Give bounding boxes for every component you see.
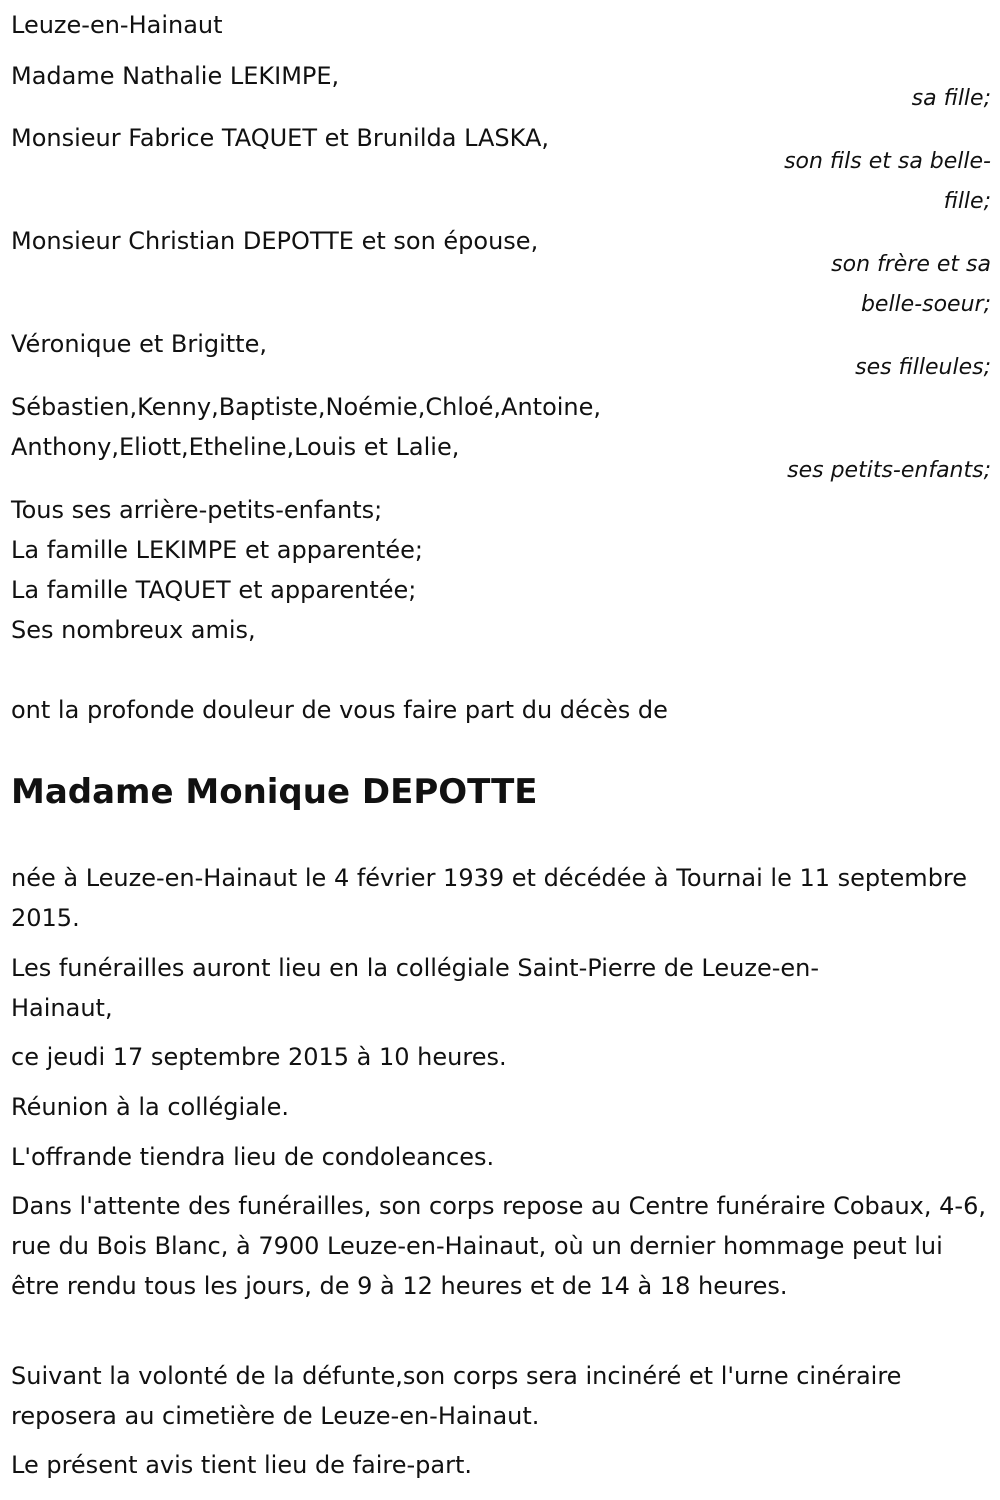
meeting-paragraph: Réunion à la collégiale. [11, 1093, 289, 1121]
family-member-relation: son fils et sa belle-fille; [784, 149, 991, 214]
offering-paragraph: L'offrande tiendra lieu de condoleances. [11, 1143, 495, 1171]
funeral-date-paragraph: ce jeudi 17 septembre 2015 à 10 heures. [11, 1043, 507, 1071]
family-member-names: Monsieur Christian DEPOTTE et son épouse, [11, 227, 539, 255]
other-relatives-line: La famille TAQUET et apparentée; [11, 576, 417, 604]
announcement-text: ont la profonde douleur de vous faire part du décès de [11, 696, 668, 724]
city-header: Leuze-en-Hainaut [11, 11, 223, 39]
family-member-names: Madame Nathalie LEKIMPE, [11, 62, 340, 90]
cremation-paragraph: Suivant la volonté de la défunte,son corps sera incinéré et l'urne cinéraire reposera au cimetière de Leuze-en-Hainaut. [11, 1362, 902, 1430]
family-member-relation: ses filleules; [855, 355, 991, 380]
other-relatives-line: Tous ses arrière-petits-enfants; [11, 496, 383, 524]
birth-death-paragraph: née à Leuze-en-Hainaut le 4 février 1939 et décédée à Tournai le 11 septembre 2015. [11, 864, 968, 932]
family-member-relation: son frère et sa belle-soeur; [831, 252, 991, 317]
other-relatives-line: Ses nombreux amis, [11, 616, 256, 644]
family-member-names: Véronique et Brigitte, [11, 330, 267, 358]
notice-paragraph: Le présent avis tient lieu de faire-part. [11, 1451, 473, 1479]
funeral-place-paragraph: Les funérailles auront lieu en la collégiale Saint-Pierre de Leuze-en-Hainaut, [11, 954, 820, 1022]
deceased-name: Madame Monique DEPOTTE [11, 772, 538, 812]
grandchildren-names-line2: Anthony,Eliott,Etheline,Louis et Lalie, [11, 433, 460, 461]
grandchildren-names-line1: Sébastien,Kenny,Baptiste,Noémie,Chloé,Antoine, [11, 393, 602, 421]
rest-paragraph: Dans l'attente des funérailles, son corps repose au Centre funéraire Cobaux, 4-6, rue du Bois Blanc, à 7900 Leuze-en-Hainaut, où un dernier hommage peut lui être rendu tous les jours, de 9 à 12 heures et de 14 à 18 heures. [11, 1192, 986, 1300]
other-relatives-line: La famille LEKIMPE et apparentée; [11, 536, 423, 564]
family-member-relation: ses petits-enfants; [787, 458, 991, 483]
family-member-names: Monsieur Fabrice TAQUET et Brunilda LASKA, [11, 124, 550, 152]
family-member-relation: sa fille; [911, 86, 991, 111]
